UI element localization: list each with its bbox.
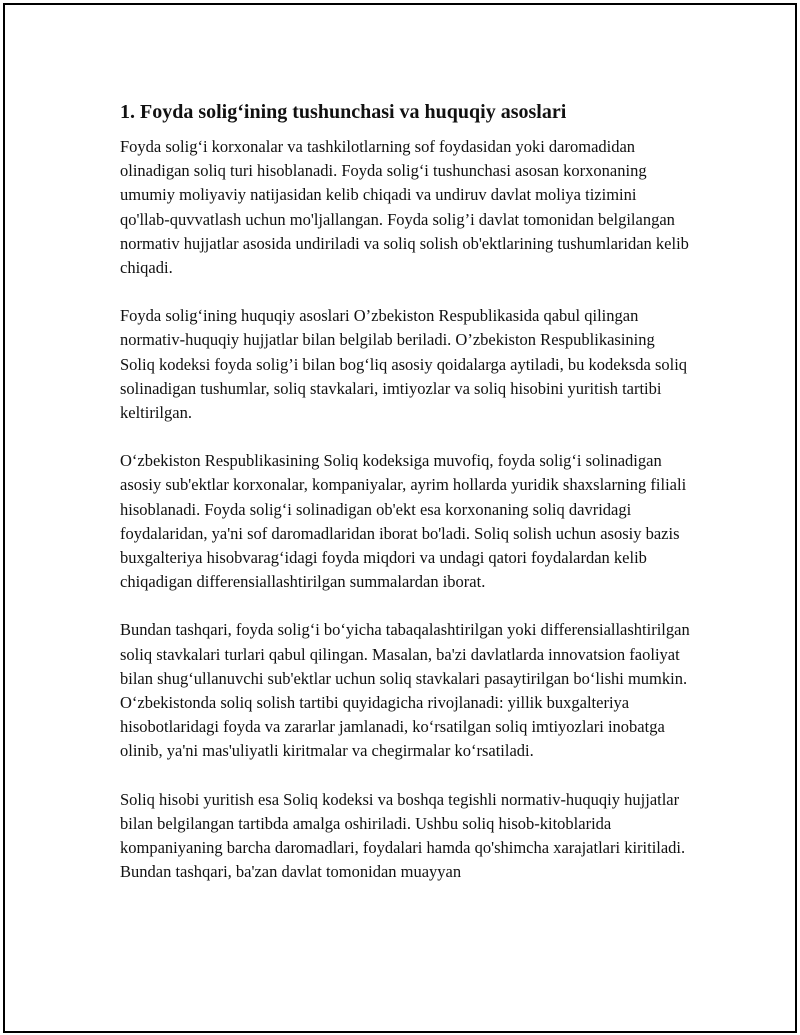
paragraph-1: Foyda solig‘i korxonalar va tashkilotlarning sof foydasidan yoki daromadidan olinadigan soliq turi hisoblanadi. Foyda solig‘i tushunchasi asosan korxonaning umumiy moliyaviy natijasidan kelib chiqadi va undiruv davlat moliya tizimini qo'llab-quvvatlash uchun mo'ljallangan. Foyda solig’i davlat tomonidan belgilangan normativ hujjatlar asosida undiriladi va soliq solish ob'ektlarining tushumlaridan kelib chiqadi. — [120, 137, 689, 278]
paragraph-2: Foyda solig‘ining huquqiy asoslari O’zbekiston Respublikasida qabul qilingan normativ-huquqiy hujjatlar bilan belgilab beriladi. O’zbekiston Respublikasining Soliq kodeksi foyda solig’i bilan bog‘liq asosiy qoidalarga aytiladi, bu kodeksda soliq solinadigan tushumlar, soliq stavkalari, imtiyozlar va soliq hisobini yuritish tartibi keltirilgan. — [120, 306, 688, 423]
paragraph-3: O‘zbekiston Respublikasining Soliq kodeksiga muvofiq, foyda solig‘i solinadigan asosiy sub'ektlar korxonalar, kompaniyalar, ayrim hollarda yuridik shaxslarning filiali hisoblanadi. Foyda solig‘i solinadigan ob'ekt esa korxonaning soliq davridagi foydalaridan, ya'ni sof daromadlaridan iborat bo'ladi. Soliq solish uchun asosiy bazis buxgalteriya hisobvarag‘idagi foyda miqdori va undagi qatori foydalardan kelib chiqadigan differensiallashtirilgan summalardan iborat. — [120, 451, 687, 592]
paragraph-4: Bundan tashqari, foyda solig‘i bo‘yicha tabaqalashtirilgan yoki differensiallashtirilgan soliq stavkalari turlari qabul qilingan. Masalan, ba'zi davlatlarda innovatsion faoliyat bilan shug‘ullanuvchi sub'ektlar uchun soliq stavkalari pasaytirilgan bo‘lishi mumkin. O‘zbekistonda soliq solish tartibi quyidagicha rivojlanadi: yillik buxgalteriya hisobotlaridagi foyda va zararlar jamlanadi, ko‘rsatilgan soliq imtiyozlari inobatga olinib, ya'ni mas'uliyatli kiritmalar va chegirmalar ko‘rsatiladi. — [120, 620, 690, 761]
section-heading: 1. Foyda solig‘ining tushunchasi va huquqiy asoslari — [120, 101, 567, 123]
document-body — [120, 99, 690, 908]
paragraph-5: Soliq hisobi yuritish esa Soliq kodeksi va boshqa tegishli normativ-huquqiy hujjatlar bilan belgilangan tartibda amalga oshiriladi. Ushbu soliq hisob-kitoblarida kompaniyaning barcha daromadlari, foydalari hamda qo'shimcha xarajatlari kiritiladi. Bundan tashqari, ba'zan davlat tomonidan muayyan — [120, 789, 686, 882]
page-frame — [3, 3, 797, 1033]
